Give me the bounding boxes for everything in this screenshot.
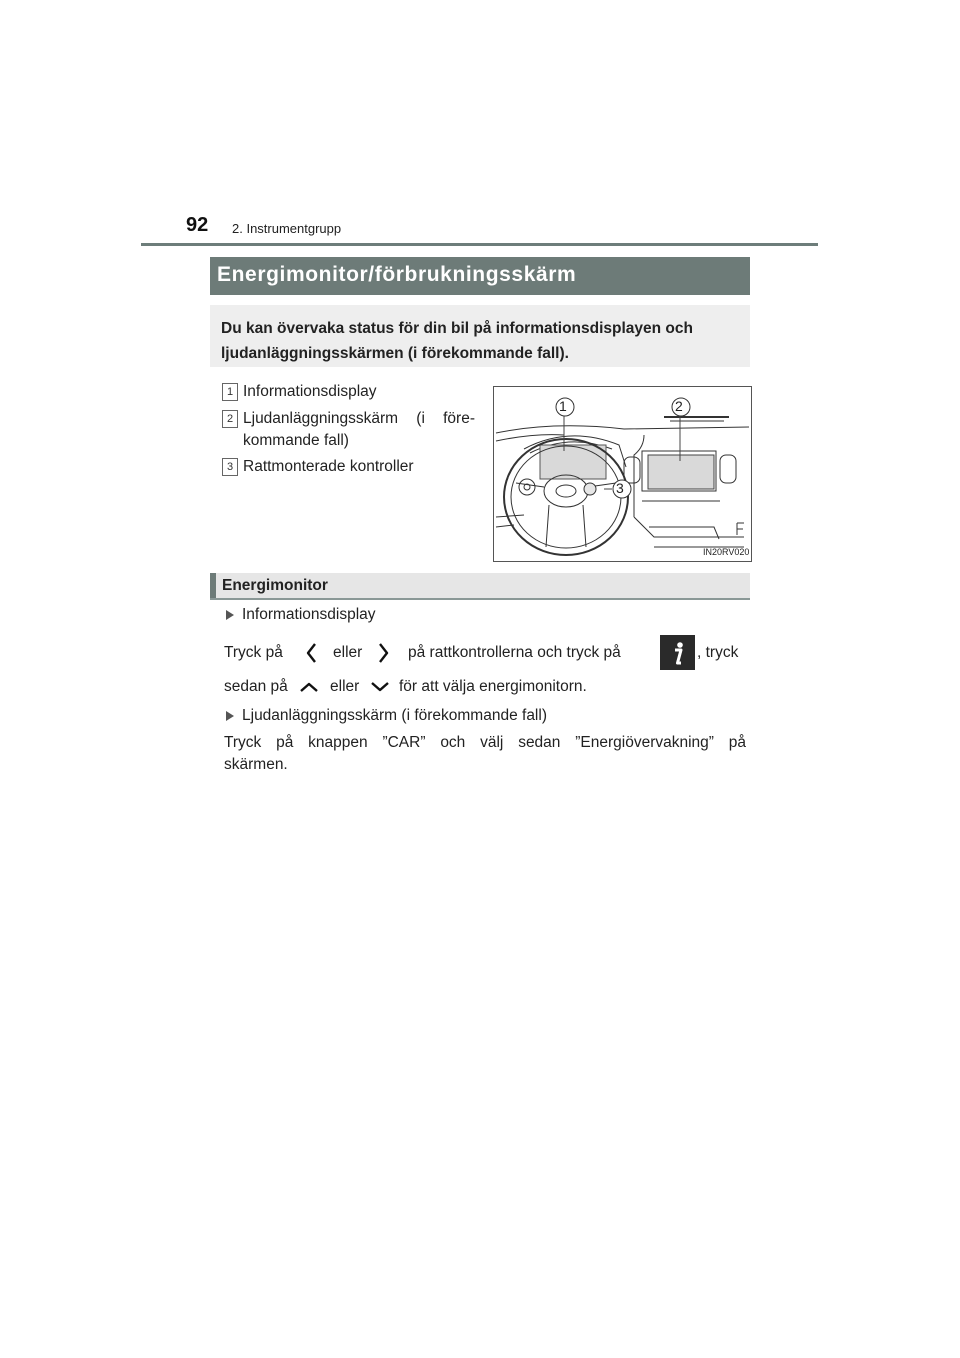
bullet-arrow-icon	[226, 610, 234, 620]
legend-item-1: Informationsdisplay	[243, 383, 377, 400]
chevron-right-icon	[377, 642, 391, 664]
legend-item-3: Rattmonterade kontroller	[243, 458, 414, 475]
chevron-down-icon	[369, 680, 391, 694]
intro-text	[221, 316, 741, 366]
intro-line-1: Du kan övervaka status för din bil på informationsdisplayen och	[221, 320, 693, 337]
item-2-line-1: Tryck på knappen ”CAR” och välj sedan ”Energiövervakning” på	[224, 734, 746, 751]
subsection-title: Energimonitor	[222, 577, 328, 594]
item-2-heading: Ljudanläggningsskärm (i förekommande fall)	[242, 707, 547, 724]
legend-item-2-line-2: kommande fall)	[243, 432, 349, 449]
legend-number-2: 2	[222, 410, 238, 428]
item-1-text-a: Tryck på	[224, 644, 283, 661]
page-number: 92	[186, 214, 209, 236]
section-title: Energimonitor/förbrukningsskärm	[217, 263, 577, 286]
chevron-up-icon	[298, 680, 320, 694]
figure-callout-3: 3	[616, 480, 624, 496]
intro-line-2: ljudanläggningsskärmen (i förekommande fall).	[221, 345, 569, 362]
item-1-text-e: sedan på	[224, 678, 288, 695]
item-1-text-c: på rattkontrollerna och tryck på	[408, 644, 621, 661]
info-icon	[660, 635, 695, 670]
item-1-text-f: eller	[330, 678, 360, 695]
header-rule	[141, 243, 818, 246]
legend-number-3: 3	[222, 458, 238, 476]
figure-callout-2: 2	[675, 398, 683, 414]
figure-code: IN20RV020	[703, 547, 750, 557]
item-1-text-g: för att välja energimonitorn.	[399, 678, 587, 695]
item-1-text-b: eller	[333, 644, 363, 661]
bullet-arrow-icon	[226, 711, 234, 721]
figure-callout-1: 1	[559, 398, 567, 414]
subsection-accent	[210, 573, 216, 598]
item-1-heading: Informationsdisplay	[242, 606, 376, 623]
dashboard-illustration	[493, 386, 752, 562]
chapter-title: 2. Instrumentgrupp	[232, 221, 342, 236]
item-1-text-d: , tryck	[697, 644, 739, 661]
legend-item-2-line-1: Ljudanläggningsskärm (i före-	[243, 410, 475, 427]
chevron-left-icon	[304, 642, 318, 664]
item-2-line-2: skärmen.	[224, 756, 288, 773]
dashboard-drawing	[494, 387, 751, 561]
legend-number-1: 1	[222, 383, 238, 401]
